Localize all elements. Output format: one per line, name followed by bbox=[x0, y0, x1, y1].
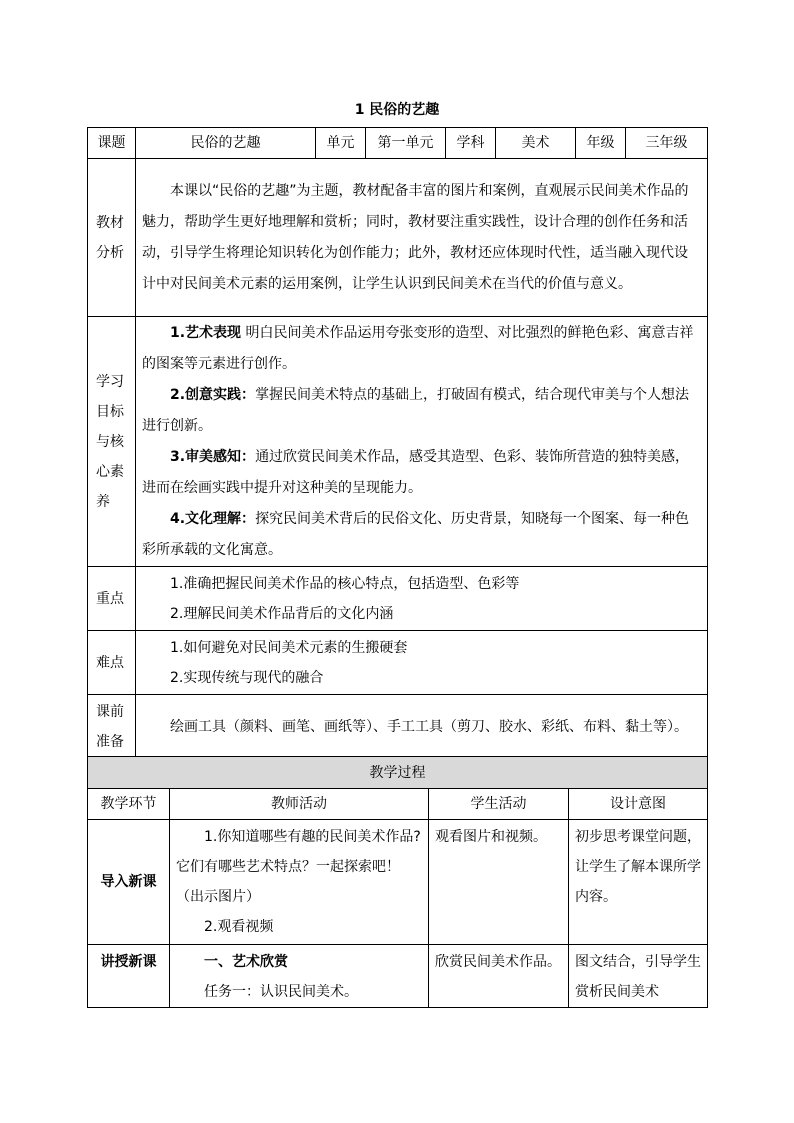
goal-text: 探究民间美术背后的民俗文化、历史背景，知晓每一个图案、每一种色彩所承载的文化寓意。 bbox=[142, 510, 690, 558]
goal-item bbox=[142, 380, 701, 442]
teacher-activity-line: 1.你知道哪些有趣的民间美术作品?它们有哪些艺术特点？一起探索吧！（出示图片） bbox=[176, 829, 421, 905]
goal-heading: 3.审美感知： bbox=[170, 448, 256, 465]
subject-value: 美术 bbox=[496, 128, 576, 159]
key-points-row bbox=[88, 567, 708, 631]
process-title: 教学过程 bbox=[88, 757, 708, 789]
design-intent-cell: 初步思考课堂问题，让学生了解本课所学内容。 bbox=[569, 820, 708, 945]
label-line: 分析 bbox=[96, 244, 124, 261]
textbook-analysis-label bbox=[88, 159, 136, 317]
document-title: 1 民俗的艺趣 bbox=[354, 102, 440, 118]
teacher-activity-line: 任务一：认识民间美术。 bbox=[204, 984, 358, 1000]
teacher-activity-cell bbox=[170, 945, 429, 1008]
goal-text: 掌握民间美术特点的基础上，打破固有模式，结合现代审美与个人想法进行创新。 bbox=[142, 386, 690, 434]
column-header: 教学环节 bbox=[88, 789, 170, 820]
teacher-activity-line: 2.观看视频 bbox=[204, 919, 274, 935]
lesson-info-table bbox=[87, 127, 708, 759]
header-row bbox=[88, 128, 708, 159]
learning-goals-cell bbox=[136, 317, 708, 567]
process-row bbox=[88, 945, 708, 1008]
label-line: 养 bbox=[96, 493, 110, 510]
topic-value: 民俗的艺趣 bbox=[136, 128, 316, 159]
design-intent-cell: 图文结合，引导学生赏析民间美术 bbox=[569, 945, 708, 1008]
process-header-row bbox=[88, 789, 708, 820]
preparation-row bbox=[88, 695, 708, 759]
key-point-item: 1.准确把握民间美术作品的核心特点，包括造型、色彩等 bbox=[170, 575, 520, 592]
textbook-analysis-text-cell bbox=[136, 159, 708, 317]
key-points-cell bbox=[136, 567, 708, 631]
difficulties-label: 难点 bbox=[88, 631, 136, 695]
stage-cell: 讲授新课 bbox=[88, 945, 170, 1008]
student-activity-cell: 观看图片和视频。 bbox=[429, 820, 569, 945]
preparation-label bbox=[88, 695, 136, 759]
learning-goals-row bbox=[88, 317, 708, 567]
teacher-activity-line: 一、艺术欣赏 bbox=[204, 954, 288, 970]
column-header: 设计意图 bbox=[569, 789, 708, 820]
textbook-analysis-text: 本课以“民俗的艺趣”为主题，教材配备丰富的图片和案例，直观展示民间美术作品的魅力，帮助学生更好地理解和赏析；同时，教材要注重实践性，设计合理的创作任务和活动，引导学生将理论知识转化为创作能力；此外，教材还应体现时代性，适当融入现代设计中对民间美术元素的运用案例，让学生认识到民间美术在当代的价值与意义。 bbox=[142, 182, 689, 292]
unit-value: 第一单元 bbox=[366, 128, 446, 159]
column-header: 学生活动 bbox=[429, 789, 569, 820]
textbook-analysis-row bbox=[88, 159, 708, 317]
goal-item bbox=[142, 442, 701, 504]
key-point-item: 2.理解民间美术作品背后的文化内涵 bbox=[170, 605, 394, 622]
teaching-process-table bbox=[87, 756, 708, 1008]
label-line: 课前 bbox=[96, 703, 124, 720]
key-points-label: 重点 bbox=[88, 567, 136, 631]
difficulties-row bbox=[88, 631, 708, 695]
goal-text: 通过欣赏民间美术作品，感受其造型、色彩、装饰所营造的独特美感，进而在绘画实践中提升对这种美的呈现能力。 bbox=[142, 448, 690, 496]
label-line: 学习 bbox=[96, 373, 124, 390]
grade-label: 年级 bbox=[576, 128, 626, 159]
subject-label: 学科 bbox=[446, 128, 496, 159]
process-row bbox=[88, 820, 708, 945]
process-title-row bbox=[88, 757, 708, 789]
label-line: 教材 bbox=[96, 214, 124, 231]
difficulty-item: 2.实现传统与现代的融合 bbox=[170, 669, 324, 686]
learning-goals-label bbox=[88, 317, 136, 567]
label-line: 心素 bbox=[96, 463, 124, 480]
stage-cell: 导入新课 bbox=[88, 820, 170, 945]
topic-label: 课题 bbox=[88, 128, 136, 159]
difficulty-item: 1.如何避免对民间美术元素的生搬硬套 bbox=[170, 639, 408, 656]
column-header: 教师活动 bbox=[170, 789, 429, 820]
goal-heading: 2.创意实践： bbox=[170, 386, 256, 403]
preparation-cell bbox=[136, 695, 708, 759]
goal-text: 明白民间美术作品运用夸张变形的造型、对比强烈的鲜艳色彩、寓意吉祥的图案等元素进行创作。 bbox=[142, 324, 694, 372]
teacher-activity-cell bbox=[170, 820, 429, 945]
label-line: 准备 bbox=[96, 733, 124, 750]
label-line: 与核 bbox=[96, 433, 124, 450]
goal-item bbox=[142, 504, 701, 566]
preparation-text: 绘画工具（颜料、画笔、画纸等）、手工工具（剪刀、胶水、彩纸、布料、黏土等）。 bbox=[170, 718, 688, 735]
grade-value: 三年级 bbox=[626, 128, 708, 159]
label-line: 目标 bbox=[96, 403, 124, 420]
unit-label: 单元 bbox=[316, 128, 366, 159]
difficulties-cell bbox=[136, 631, 708, 695]
goal-heading: 1.艺术表现 bbox=[170, 324, 242, 341]
goal-heading: 4.文化理解： bbox=[170, 510, 256, 527]
goal-item bbox=[142, 318, 701, 380]
student-activity-cell: 欣赏民间美术作品。 bbox=[429, 945, 569, 1008]
